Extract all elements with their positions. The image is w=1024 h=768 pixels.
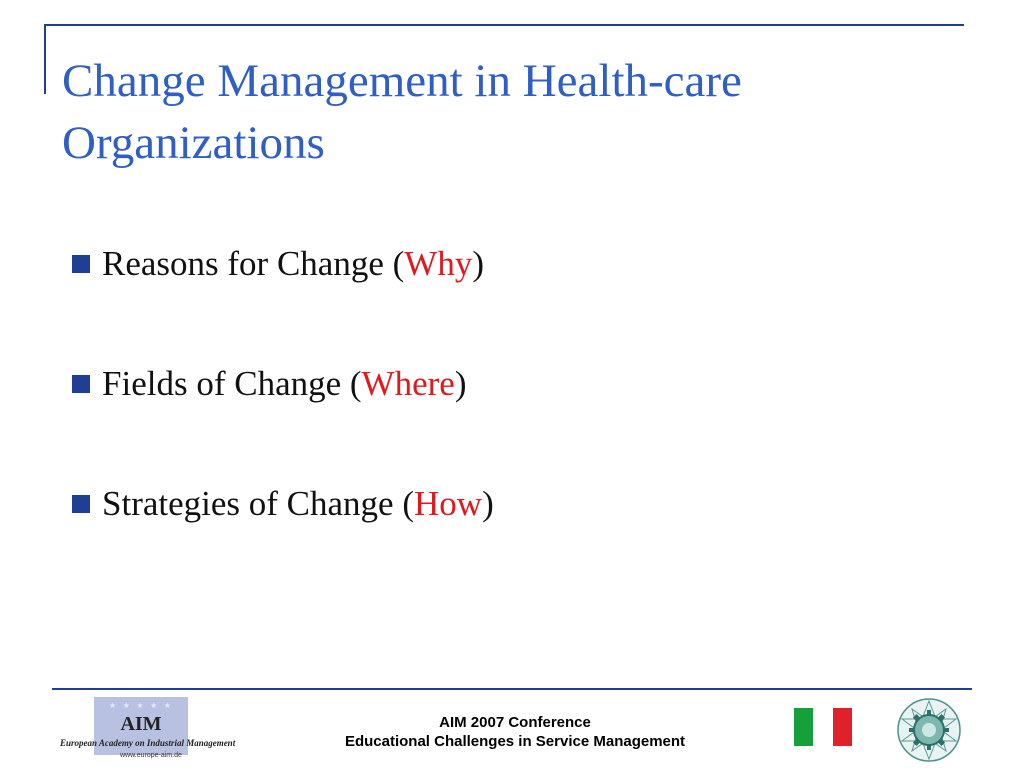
bullet-item-where xyxy=(72,364,494,424)
flag-stripe-green xyxy=(794,708,813,746)
slide-title-line-2: Organizations xyxy=(62,117,325,169)
aim-logo xyxy=(60,697,250,763)
eu-stars-icon: ★ ★ ★ ★ ★ xyxy=(108,701,174,710)
title-frame-top-line xyxy=(44,24,964,26)
footer-line-2: Educational Challenges in Service Management xyxy=(344,733,686,750)
square-bullet-icon xyxy=(72,495,90,513)
square-bullet-icon xyxy=(72,255,90,273)
flag-stripe-red xyxy=(833,708,852,746)
bullet-text: Strategies of Change (How) xyxy=(102,484,494,523)
bullet-item-how xyxy=(72,484,494,544)
aim-logo-acronym: AIM xyxy=(120,713,162,735)
bullet-accent-word: Why xyxy=(404,244,473,283)
bullet-text: Fields of Change (Where) xyxy=(102,364,467,403)
footer-conference-text xyxy=(290,713,740,751)
italian-flag-icon xyxy=(794,708,852,746)
title-frame-left-line xyxy=(44,24,46,94)
gear-seal-icon xyxy=(896,697,962,763)
bullet-list xyxy=(72,244,494,604)
slide-title-line-1: Change Management in Health-care xyxy=(62,55,742,107)
bullet-accent-word: Where xyxy=(361,364,455,403)
aim-logo-url: www.europe-aim.de xyxy=(120,752,182,759)
aim-logo-caption: European Academy on Industrial Management xyxy=(60,738,236,748)
flag-stripe-white xyxy=(813,708,832,746)
bullet-text: Reasons for Change (Why) xyxy=(102,244,484,283)
footer-line-1: AIM 2007 Conference xyxy=(439,714,591,731)
bullet-item-why xyxy=(72,244,494,304)
square-bullet-icon xyxy=(72,375,90,393)
bullet-accent-word: How xyxy=(414,484,483,523)
slide-title xyxy=(62,50,962,174)
footer-rule xyxy=(52,688,972,690)
